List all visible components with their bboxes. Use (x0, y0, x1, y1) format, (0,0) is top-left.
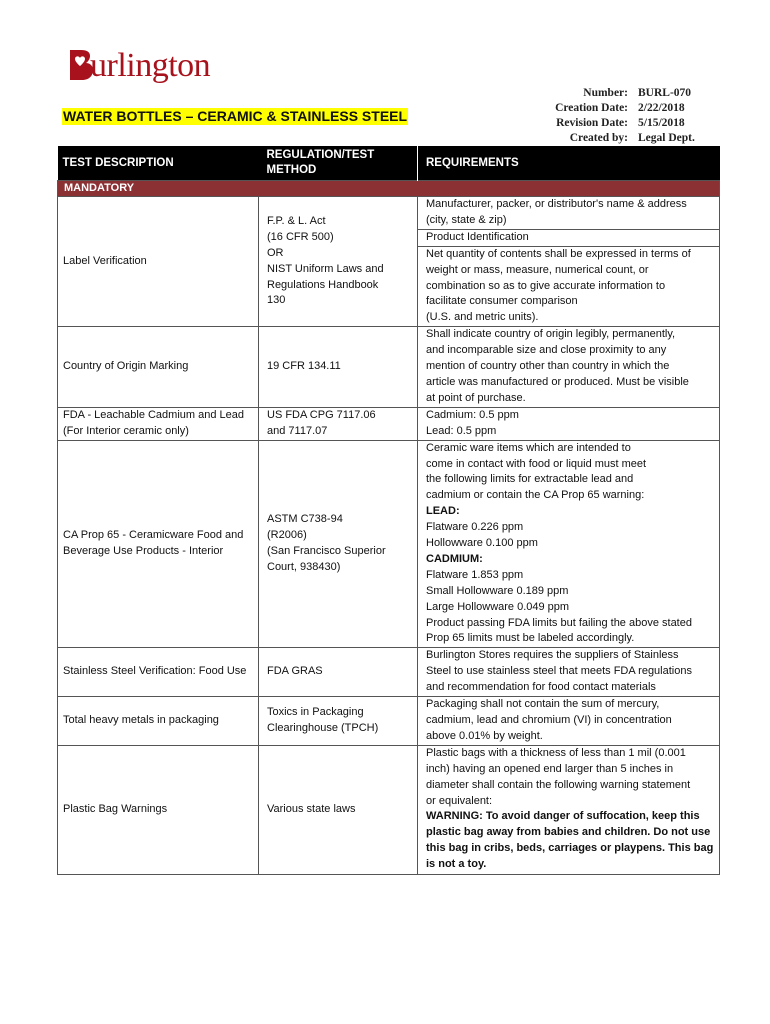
requirements-cell (418, 697, 720, 746)
regulation-method-line: Court, 938430) (267, 560, 341, 573)
requirement-line: cadmium, lead and chromium (VI) in concentration (426, 714, 672, 726)
regulation-method-line: FDA GRAS (267, 665, 323, 678)
requirement-line: cadmium or contain the CA Prop 65 warning: (426, 489, 645, 502)
requirement-line-bold: this bag in cribs, beds, carriages or playpens. This bag (426, 842, 714, 855)
regulation-method-cell (259, 327, 418, 408)
regulation-method-line: and 7117.07 (267, 424, 328, 437)
table-row (58, 407, 720, 440)
requirement-line: mention of country other than country in which the (426, 360, 670, 373)
test-description-line: CA Prop 65 - Ceramicware Food and (63, 529, 244, 542)
doc-info-row (520, 116, 718, 131)
test-description-line: (For Interior ceramic only) (63, 424, 189, 437)
regulation-method-line: ASTM C738-94 (267, 513, 343, 526)
test-description-cell (58, 197, 259, 327)
regulation-method-cell (259, 440, 418, 648)
requirement-line: Hollowware 0.100 ppm (426, 537, 538, 550)
regulation-method-cell (259, 697, 418, 746)
table-header-row (58, 146, 720, 181)
burlington-logo (90, 46, 210, 86)
requirement-line: Product Identification (426, 230, 529, 243)
test-description-cell (58, 327, 259, 408)
test-description-cell (58, 440, 259, 648)
header-method-line2: METHOD (266, 164, 317, 176)
test-description-line: Plastic Bag Warnings (63, 802, 168, 815)
doc-info-row (520, 131, 718, 146)
regulation-method-line: Various state laws (267, 802, 356, 815)
requirements-cell (418, 327, 720, 408)
requirement-line-bold: CADMIUM: (426, 552, 483, 565)
header-test-description: TEST DESCRIPTION (58, 146, 259, 181)
test-description-cell (58, 648, 259, 697)
requirement-line: weight or mass, measure, numerical count, or (426, 263, 649, 276)
doc-info-value: 2/22/2018 (638, 102, 685, 114)
requirement-line: facilitate consumer comparison (426, 295, 578, 308)
requirement-line: Small Hollowware 0.189 ppm (426, 584, 569, 597)
requirement-line-bold: plastic bag away from babies and children. Do not use (426, 826, 711, 839)
test-description-line: Beverage Use Products - Interior (63, 544, 224, 557)
logo-wordmark: urlington (90, 47, 211, 84)
requirement-block (418, 229, 719, 246)
doc-info-row (520, 86, 718, 101)
requirement-line: Ceramic ware items which are intended to (426, 441, 631, 454)
regulation-method-line: F.P. & L. Act (267, 214, 326, 227)
table-row (58, 745, 720, 874)
requirement-line: Manufacturer, packer, or distributor's name & address (426, 198, 687, 210)
regulation-method-line: Clearinghouse (TPCH) (267, 721, 379, 734)
doc-info-label: Number: (583, 87, 628, 99)
requirement-line: Flatware 1.853 ppm (426, 568, 524, 581)
regulation-method-line: (R2006) (267, 529, 307, 542)
document-info (520, 86, 718, 146)
header-method-line1: REGULATION/TEST (266, 149, 375, 161)
header-regulation-method (259, 146, 418, 181)
requirements-cell (418, 440, 720, 648)
requirement-line: or equivalent: (426, 794, 493, 807)
requirements-cell (418, 407, 720, 440)
regulation-method-cell (259, 197, 418, 327)
regulation-method-line: 130 (267, 294, 286, 307)
requirement-line: Lead: 0.5 ppm (426, 424, 497, 437)
requirement-line: Steel to use stainless steel that meets FDA regulations (426, 665, 692, 678)
requirement-line: Product passing FDA limits but failing the above stated (426, 616, 692, 629)
table-row (58, 440, 720, 648)
requirement-line: (U.S. and metric units). (426, 311, 539, 324)
requirements-table (57, 146, 720, 875)
test-description-line: Total heavy metals in packaging (63, 714, 219, 726)
requirement-block (418, 246, 719, 327)
requirement-line: Cadmium: 0.5 ppm (426, 408, 519, 421)
requirement-block (426, 197, 714, 229)
requirement-line: and recommendation for food contact materials (426, 681, 656, 694)
requirement-line: Prop 65 limits must be labeled accordingly. (426, 632, 635, 645)
requirement-line: Net quantity of contents shall be expressed in terms of (426, 247, 691, 260)
requirement-line: Packaging shall not contain the sum of mercury, (426, 698, 660, 711)
test-description-line: Stainless Steel Verification: Food Use (63, 665, 247, 678)
requirement-line: Shall indicate country of origin legibly, permanently, (426, 328, 676, 341)
requirement-line: Plastic bags with a thickness of less than 1 mil (0.001 (426, 746, 686, 759)
regulation-method-line: OR (267, 246, 284, 259)
requirement-block (426, 648, 714, 696)
test-description-line: Label Verification (63, 254, 147, 267)
doc-info-row (520, 101, 718, 116)
table-row (58, 648, 720, 697)
doc-info-label: Created by: (569, 132, 628, 144)
requirements-cell (418, 745, 720, 874)
doc-info-value: Legal Dept. (638, 132, 695, 144)
requirement-line: article was manufactured or produced. Must be visible (426, 375, 689, 388)
regulation-method-line: NIST Uniform Laws and (267, 262, 384, 275)
page-title: WATER BOTTLES – CERAMIC & STAINLESS STEEL (63, 108, 408, 124)
requirement-line-bold: WARNING: To avoid danger of suffocation, keep this (426, 810, 700, 823)
requirement-line: Flatware 0.226 ppm (426, 521, 524, 534)
doc-info-label: Revision Date: (556, 117, 628, 129)
requirements-cell (418, 648, 720, 697)
regulation-method-line: 19 CFR 134.11 (267, 360, 341, 373)
requirement-line: above 0.01% by weight. (426, 729, 543, 742)
requirement-line: the following limits for extractable lead and (426, 473, 634, 486)
requirement-line-bold: is not a toy. (426, 858, 487, 871)
requirement-line: (city, state & zip) (426, 213, 507, 226)
doc-info-value: BURL-070 (638, 87, 692, 99)
section-label: MANDATORY (58, 181, 720, 197)
requirement-line: combination so as to give accurate information to (426, 279, 666, 292)
requirement-line: diameter shall contain the following warning statement (426, 778, 691, 791)
requirements-cell (418, 197, 720, 327)
requirement-block (426, 327, 714, 407)
regulation-method-cell (259, 648, 418, 697)
test-description-cell (58, 745, 259, 874)
test-description-line: FDA - Leachable Cadmium and Lead (63, 408, 244, 421)
header-requirements: REQUIREMENTS (418, 146, 720, 181)
doc-info-label: Creation Date: (555, 102, 628, 114)
requirement-line: and incomparable size and close proximity to any (426, 344, 667, 357)
table-row (58, 327, 720, 408)
section-row-mandatory (58, 181, 720, 197)
regulation-method-cell (259, 745, 418, 874)
regulation-method-line: US FDA CPG 7117.06 (267, 408, 376, 421)
regulation-method-line: Regulations Handbook (267, 278, 379, 291)
requirement-line: inch) having an opened end larger than 5 inches in (426, 762, 674, 775)
test-description-cell (58, 697, 259, 746)
requirement-line: Large Hollowware 0.049 ppm (426, 600, 570, 613)
requirement-line-bold: LEAD: (426, 505, 460, 518)
test-description-line: Country of Origin Marking (63, 360, 189, 373)
regulation-method-line: (16 CFR 500) (267, 230, 334, 243)
requirement-line: Burlington Stores requires the suppliers of Stainless (426, 649, 679, 662)
requirement-line: at point of purchase. (426, 391, 526, 404)
requirement-block (426, 408, 714, 440)
table-row (58, 697, 720, 746)
requirement-block (426, 697, 714, 745)
regulation-method-cell (259, 407, 418, 440)
table-row (58, 197, 720, 327)
regulation-method-line: (San Francisco Superior (267, 544, 386, 557)
test-description-cell (58, 407, 259, 440)
doc-info-value: 5/15/2018 (638, 117, 685, 129)
requirement-line: come in contact with food or liquid must meet (426, 457, 647, 470)
regulation-method-line: Toxics in Packaging (267, 706, 364, 719)
